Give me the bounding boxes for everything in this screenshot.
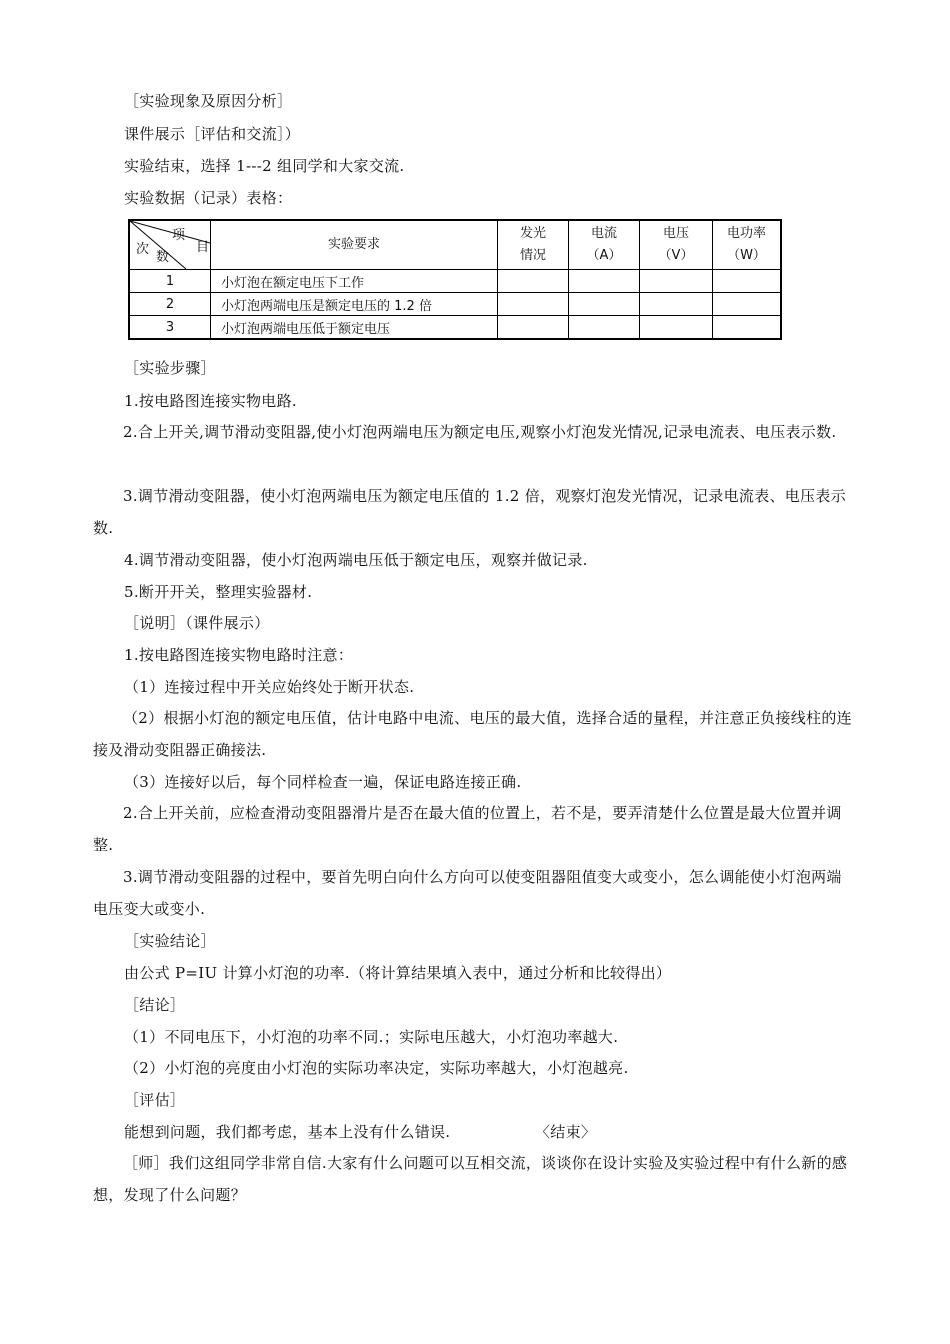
header-current-1: 电流 [590,226,617,241]
row-requirement: 小灯泡两端电压低于额定电压 [211,316,498,340]
table-row [129,316,781,340]
cell-power [713,270,782,293]
step-2: 2.合上开关,调节滑动变阻器,使小灯泡两端电压为额定电压,观察小灯泡发光情况,记录电流表、电压表示数. [123,423,837,441]
step-4: 4.调节滑动变阻器，使小灯泡两端电压低于额定电压，观察并做记录. [124,551,588,569]
cell-voltage [640,316,713,340]
cell-light [498,293,569,316]
cell-current [569,293,640,316]
step-1: 1.按电路图连接实物电路. [124,392,297,410]
diagonal-header-cell [129,220,211,270]
teacher-paragraph: ［师］我们这组同学非常自信.大家有什么问题可以互相交流，谈谈你在设计实验及实验过程中有什么新的感想，发现了什么问题？ [93,1154,848,1204]
evaluation-heading: ［评估］ [124,1091,186,1109]
header-current-2: （A） [586,248,622,263]
table-caption: 实验数据（记录）表格： [124,189,293,207]
steps-heading: ［实验步骤］ [124,359,216,377]
header-requirement: 实验要求 [211,220,498,270]
cell-current [569,270,640,293]
note-2: 2.合上开关前，应检查滑动变阻器滑片是否在最大值的位置上，若不是，要弄清楚什么位置是最大位置并调整. [93,804,842,854]
row-requirement: 小灯泡在额定电压下工作 [211,270,498,293]
note-1-b: （2）根据小灯泡的额定电压值，估计电路中电流、电压的最大值，选择合适的量程，并注意正负接线柱的连接及滑动变阻器正确接法. [93,709,852,759]
diag-label-shu: 数 [156,250,170,265]
data-table [128,219,782,340]
row-number: 2 [129,293,211,316]
cell-light [498,270,569,293]
row-number: 1 [129,270,211,293]
header-power-2: （W） [727,248,766,263]
cell-light [498,316,569,340]
header-current [569,220,640,270]
end-marker: 〈结束〉 [535,1123,597,1141]
conclusion-2: （2）小灯泡的亮度由小灯泡的实际功率决定，实际功率越大，小灯泡越亮. [124,1059,629,1077]
conclusion-subheading: ［结论］ [124,996,186,1014]
note-1-c: （3）连接好以后，每个同样检查一遍，保证电路连接正确. [124,773,522,791]
courseware-line: 课件展示［评估和交流］） [124,125,301,143]
note-3: 3.调节滑动变阻器的过程中，要首先明白向什么方向可以使变阻器阻值变大或变小，怎么调能使小灯泡两端电压变大或变小. [93,868,842,918]
note-1: 1.按电路图连接实物电路时注意： [124,646,354,664]
row-requirement: 小灯泡两端电压是额定电压的 1.2 倍 [211,293,498,316]
diag-label-mu: 目 [196,240,210,255]
header-voltage-1: 电压 [662,226,689,241]
section-heading-phenomenon: ［实验现象及原因分析］ [124,92,293,110]
header-voltage [640,220,713,270]
diag-label-item: 项 [172,228,186,243]
cell-power [713,293,782,316]
cell-voltage [640,293,713,316]
conclusion-1: （1）不同电压下，小灯泡的功率不同.；实际电压越大，小灯泡功率越大. [124,1028,619,1046]
header-power-1: 电功率 [726,226,766,241]
step-5: 5.断开开关，整理实验器材. [124,583,313,601]
table-row [129,293,781,316]
row-number: 3 [129,316,211,340]
header-light-2: 情况 [519,248,546,263]
notes-heading: ［说明］（课件展示） [124,614,270,632]
header-voltage-2: （V） [658,248,694,263]
table-row [129,270,781,293]
header-power [713,220,782,270]
header-light-1: 发光 [519,226,546,241]
header-light [498,220,569,270]
formula-line: 由公式 P=IU 计算小灯泡的功率.（将计算结果填入表中，通过分析和比较得出） [124,964,672,982]
note-1-a: （1）连接过程中开关应始终处于断开状态. [124,678,415,696]
step-3: 3.调节滑动变阻器，使小灯泡两端电压为额定电压值的 1.2 倍，观察灯泡发光情况，记录电流表、电压表示数. [93,487,847,537]
evaluation-text: 能想到问题，我们都考虑，基本上没有什么错误. [124,1123,451,1141]
cell-voltage [640,270,713,293]
table-header-row [129,220,781,270]
diag-label-ci: 次 [136,242,150,257]
cell-current [569,316,640,340]
exchange-line: 实验结束，选择 1---2 组同学和大家交流. [124,157,405,175]
cell-power [713,316,782,340]
conclusion-heading: ［实验结论］ [124,932,216,950]
